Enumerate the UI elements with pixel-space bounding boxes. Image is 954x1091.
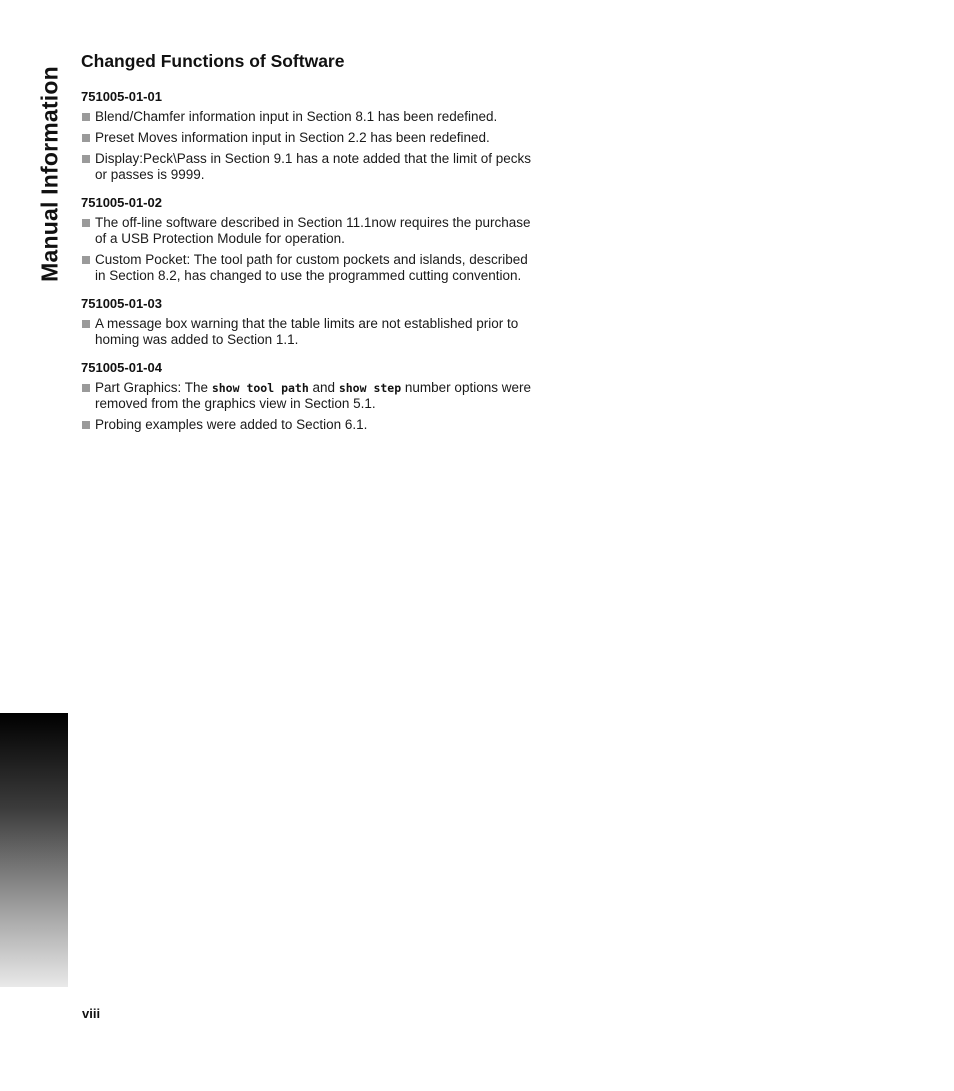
version-heading-03: 751005-01-03 xyxy=(81,296,162,311)
changes-list-04 xyxy=(81,380,531,433)
version-heading-01: 751005-01-01 xyxy=(81,89,162,104)
list-item-text-mid: and xyxy=(312,380,336,395)
code-show-tool-path: show tool path xyxy=(211,381,309,395)
version-heading-04: 751005-01-04 xyxy=(81,360,162,375)
list-item-text-suffix: number options were removed from the graphics view in Section 5.1. xyxy=(95,380,531,411)
list-item xyxy=(81,316,531,348)
list-item-text: Display:Peck\Pass in Section 9.1 has a note added that the limit of pecks or passes is 9999. xyxy=(95,151,531,182)
thumb-index-gradient xyxy=(0,713,68,987)
list-item xyxy=(81,109,531,125)
section-heading: Changed Functions of Software xyxy=(81,51,345,71)
list-item xyxy=(81,380,531,412)
list-item-text: Probing examples were added to Section 6.1. xyxy=(95,417,368,432)
changes-list-02 xyxy=(81,215,531,284)
list-item-text: The off-line software described in Section 11.1now requires the purchase of a USB Protection Module for operation. xyxy=(95,215,531,246)
square-bullet-icon xyxy=(82,421,90,429)
page-number: viii xyxy=(82,1006,101,1021)
side-tab-title: Manual Information xyxy=(36,66,63,282)
square-bullet-icon xyxy=(82,219,90,227)
square-bullet-icon xyxy=(82,320,90,328)
square-bullet-icon xyxy=(82,113,90,121)
main-content xyxy=(81,50,531,444)
list-item-text-prefix: Part Graphics: The xyxy=(95,380,209,395)
code-show-step: show step xyxy=(338,381,402,395)
list-item-text: Blend/Chamfer information input in Section 8.1 has been redefined. xyxy=(95,109,498,124)
list-item-text: Preset Moves information input in Section 2.2 has been redefined. xyxy=(95,130,490,145)
square-bullet-icon xyxy=(82,134,90,142)
list-item xyxy=(81,417,531,433)
list-item-text: Custom Pocket: The tool path for custom pockets and islands, described in Section 8.2, has changed to use the programmed cutting convention. xyxy=(95,252,528,283)
changes-list-01 xyxy=(81,109,531,183)
version-heading-02: 751005-01-02 xyxy=(81,195,162,210)
side-tab xyxy=(0,0,68,1091)
list-item xyxy=(81,130,531,146)
changes-list-03 xyxy=(81,316,531,348)
square-bullet-icon xyxy=(82,256,90,264)
list-item-text: A message box warning that the table limits are not established prior to homing was added to Section 1.1. xyxy=(95,316,519,347)
list-item xyxy=(81,252,531,284)
list-item xyxy=(81,151,531,183)
square-bullet-icon xyxy=(82,155,90,163)
list-item xyxy=(81,215,531,247)
square-bullet-icon xyxy=(82,384,90,392)
